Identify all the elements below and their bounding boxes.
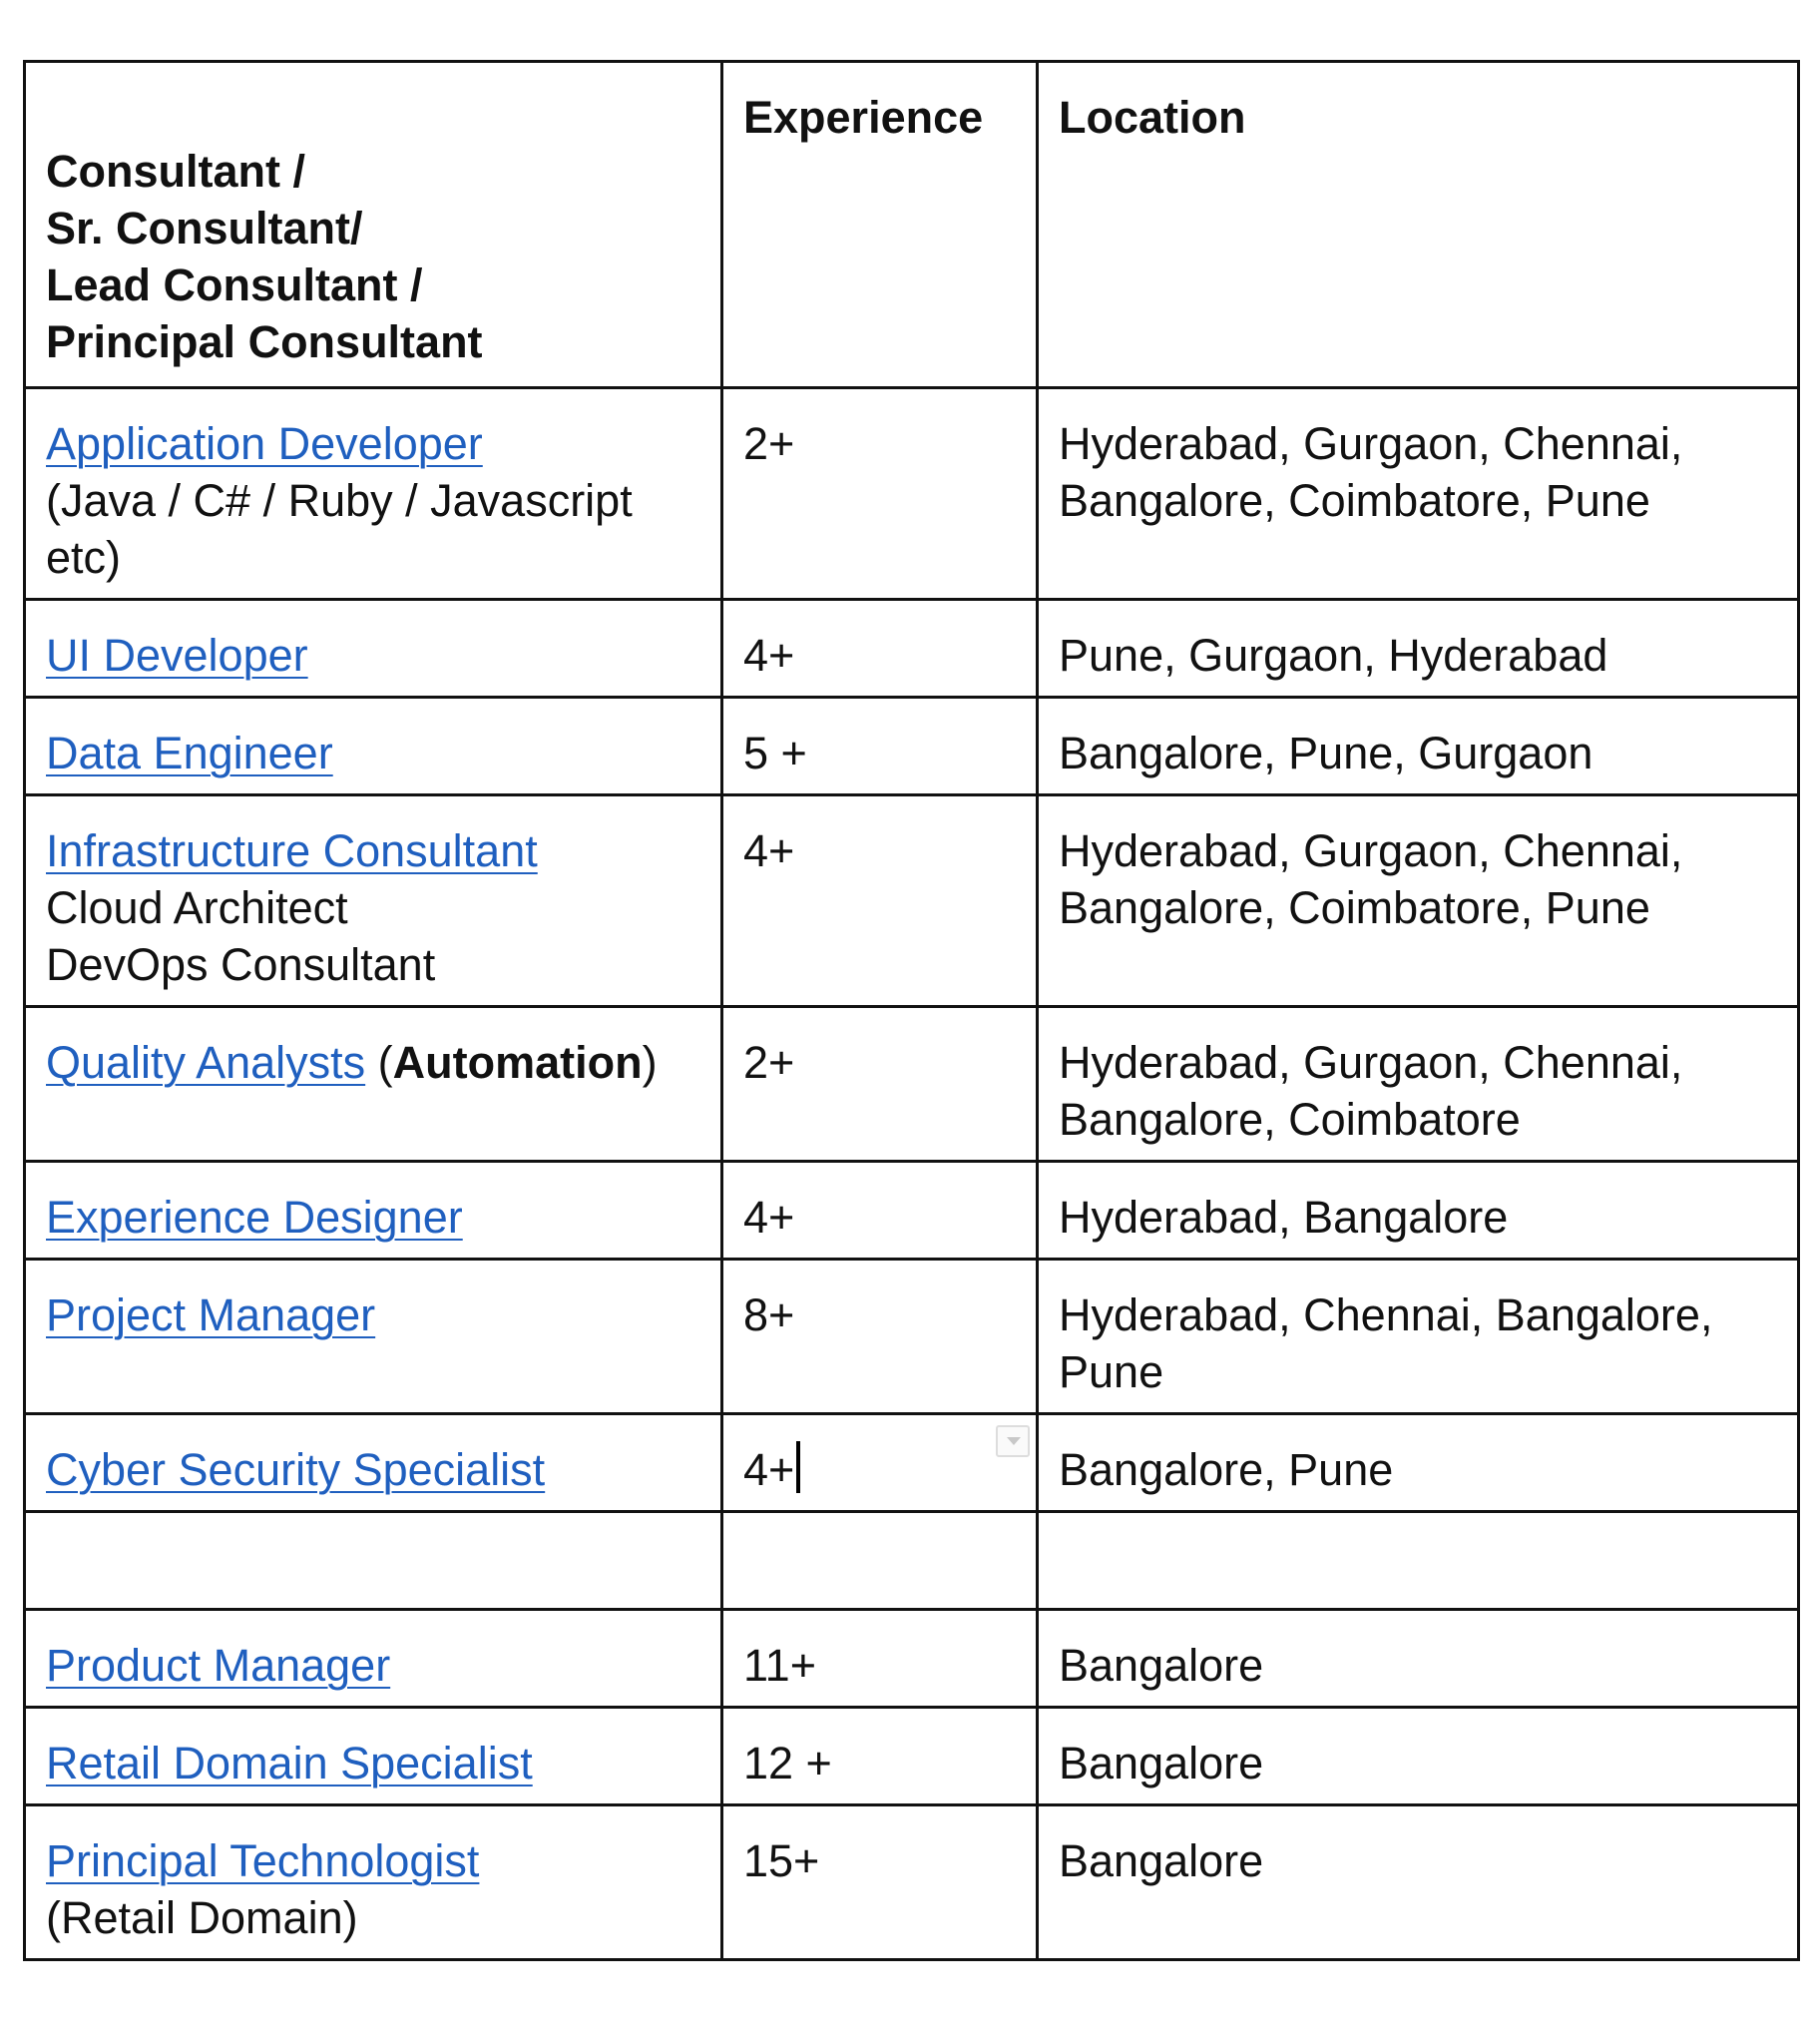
header-role-line: Lead Consultant /: [46, 259, 423, 310]
role-suffix-open: (: [365, 1037, 393, 1088]
location-value: Hyderabad, Gurgaon, Chennai, Bangalore, Coimbatore, Pune: [1059, 825, 1683, 933]
header-role-cell: [25, 62, 722, 388]
role-detail: (Retail Domain): [46, 1892, 358, 1943]
experience-value: 4+: [743, 1444, 795, 1495]
location-cell: [1038, 388, 1799, 600]
location-value: Bangalore: [1059, 1640, 1264, 1691]
role-detail: Cloud Architect: [46, 882, 348, 933]
role-link-project-manager[interactable]: Project Manager: [46, 1289, 376, 1340]
experience-cell: [722, 1610, 1038, 1708]
location-value: Bangalore, Pune: [1059, 1444, 1394, 1495]
experience-value: 4+: [743, 1192, 795, 1243]
role-detail: DevOps Consultant: [46, 939, 436, 990]
location-value: Hyderabad, Bangalore: [1059, 1192, 1509, 1243]
location-value: Bangalore: [1059, 1738, 1264, 1788]
header-location-cell: [1038, 62, 1799, 388]
table-row: [25, 1610, 1799, 1708]
experience-cell: [722, 1007, 1038, 1162]
role-suffix-bold: Automation: [392, 1037, 643, 1088]
table-row: [25, 1708, 1799, 1805]
location-value: Hyderabad, Gurgaon, Chennai, Bangalore, Coimbatore, Pune: [1059, 418, 1683, 526]
experience-cell: [722, 600, 1038, 698]
header-location-label: Location: [1059, 92, 1246, 143]
location-value: Hyderabad, Chennai, Bangalore, Pune: [1059, 1289, 1713, 1397]
table-row: [25, 698, 1799, 795]
experience-cell: [722, 388, 1038, 600]
role-cell: [25, 1708, 722, 1805]
header-experience-label: Experience: [743, 92, 984, 143]
role-cell: [25, 795, 722, 1007]
header-experience-cell: [722, 62, 1038, 388]
role-cell: [25, 1260, 722, 1414]
location-value: Bangalore, Pune, Gurgaon: [1059, 728, 1593, 778]
location-cell: [1038, 1805, 1799, 1960]
experience-value: 2+: [743, 418, 795, 469]
location-cell: [1038, 1162, 1799, 1260]
table-row: [25, 1162, 1799, 1260]
role-link-application-developer[interactable]: Application Developer: [46, 418, 483, 469]
header-role-line: Principal Consultant: [46, 316, 483, 367]
role-link-ui-developer[interactable]: UI Developer: [46, 630, 308, 681]
table-row: [25, 388, 1799, 600]
role-cell: [25, 1414, 722, 1512]
experience-cell: [722, 795, 1038, 1007]
role-link-product-manager[interactable]: Product Manager: [46, 1640, 391, 1691]
role-link-cyber-security-specialist[interactable]: Cyber Security Specialist: [46, 1444, 546, 1495]
role-link-principal-technologist[interactable]: Principal Technologist: [46, 1835, 480, 1886]
experience-value: 2+: [743, 1037, 795, 1088]
location-value: Bangalore: [1059, 1835, 1264, 1886]
location-cell: [1038, 698, 1799, 795]
header-role-line: Consultant /: [46, 146, 305, 197]
experience-value: 8+: [743, 1289, 795, 1340]
location-value: Pune, Gurgaon, Hyderabad: [1059, 630, 1608, 681]
location-cell: [1038, 1512, 1799, 1610]
experience-value: 5 +: [743, 728, 807, 778]
role-link-infrastructure-consultant[interactable]: Infrastructure Consultant: [46, 825, 538, 876]
experience-cell: [722, 1805, 1038, 1960]
role-link-retail-domain-specialist[interactable]: Retail Domain Specialist: [46, 1738, 533, 1788]
location-cell: [1038, 1260, 1799, 1414]
role-cell: [25, 1512, 722, 1610]
role-suffix-close: ): [642, 1037, 658, 1088]
experience-cell: [722, 1260, 1038, 1414]
role-cell: [25, 1162, 722, 1260]
experience-cell-active[interactable]: [722, 1414, 1038, 1512]
experience-cell: [722, 1512, 1038, 1610]
role-cell: [25, 1805, 722, 1960]
header-role-line: Sr. Consultant/: [46, 203, 363, 254]
role-cell: [25, 1007, 722, 1162]
experience-value: 11+: [743, 1640, 816, 1691]
location-cell: [1038, 1708, 1799, 1805]
role-link-quality-analysts[interactable]: Quality Analysts: [46, 1037, 366, 1088]
roles-table-container: [23, 60, 1800, 1961]
table-row: [25, 1805, 1799, 1960]
role-link-experience-designer[interactable]: Experience Designer: [46, 1192, 463, 1243]
experience-cell: [722, 1162, 1038, 1260]
role-cell: [25, 698, 722, 795]
roles-table: [23, 60, 1800, 1961]
table-header-row: [25, 62, 1799, 388]
experience-value: 4+: [743, 630, 795, 681]
role-cell: [25, 600, 722, 698]
location-value: Hyderabad, Gurgaon, Chennai, Bangalore, Coimbatore: [1059, 1037, 1683, 1145]
table-row-empty: [25, 1512, 1799, 1610]
location-cell: [1038, 600, 1799, 698]
location-cell: [1038, 1414, 1799, 1512]
role-detail: (Java / C# / Ruby / Javascript etc): [46, 475, 633, 583]
table-row: [25, 1414, 1799, 1512]
table-row: [25, 600, 1799, 698]
role-cell: [25, 388, 722, 600]
table-row: [25, 795, 1799, 1007]
experience-cell: [722, 1708, 1038, 1805]
location-cell: [1038, 795, 1799, 1007]
experience-cell: [722, 698, 1038, 795]
table-row: [25, 1007, 1799, 1162]
location-cell: [1038, 1610, 1799, 1708]
table-row: [25, 1260, 1799, 1414]
location-cell: [1038, 1007, 1799, 1162]
experience-value: 15+: [743, 1835, 820, 1886]
experience-value: 4+: [743, 825, 795, 876]
text-cursor: [796, 1441, 800, 1493]
role-cell: [25, 1610, 722, 1708]
role-link-data-engineer[interactable]: Data Engineer: [46, 728, 333, 778]
experience-value: 12 +: [743, 1738, 832, 1788]
chevron-down-icon[interactable]: [996, 1425, 1030, 1457]
